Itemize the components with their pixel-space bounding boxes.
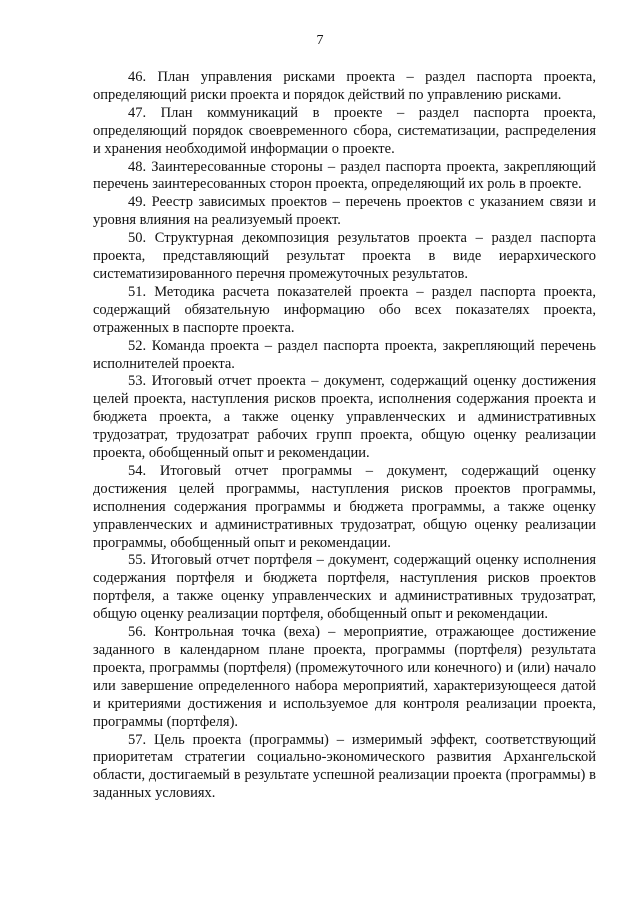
paragraph-47: 47. План коммуникаций в проекте – раздел паспорта проекта, определяющий порядок своевременного сбора, систематизации, распределения и хранения необходимой информации о проекте. [93, 104, 596, 157]
paragraph-49: 49. Реестр зависимых проектов – перечень проектов с указанием связи и уровня влияния на реализуемый проект. [93, 194, 596, 229]
paragraph-48: 48. Заинтересованные стороны – раздел паспорта проекта, закрепляющий перечень заинтересованных сторон проекта, определяющий их роль в проекте. [93, 158, 596, 193]
paragraph-54: 54. Итоговый отчет программы – документ, содержащий оценку достижения целей программы, наступления рисков проектов программы, исполнения содержания программы и бюджета программы, а также оценку управленческих и административных трудозатрат, общую оценку реализации программы, обобщенный опыт и рекомендации. [93, 462, 596, 551]
paragraph-50: 50. Структурная декомпозиция результатов проекта – раздел паспорта проекта, представляющий результат проекта в виде иерархического систематизированного перечня промежуточных результатов. [93, 230, 596, 282]
paragraph-55: 55. Итоговый отчет портфеля – документ, содержащий оценку исполнения содержания портфеля и бюджета портфеля, наступления рисков проектов портфеля, а также оценку управленческих и административных трудозатрат, общую оценку реализации портфеля, обобщенный опыт и рекомендации. [93, 552, 596, 623]
page-number: 7 [316, 33, 324, 48]
paragraph-46: 46. План управления рисками проекта – раздел паспорта проекта, определяющий риски проекта и порядок действий по управлению рисками. [93, 69, 596, 103]
paragraph-51: 51. Методика расчета показателей проекта – раздел паспорта проекта, содержащий обязательную информацию обо всех показателях проекта, отраженных в паспорте проекта. [93, 283, 596, 336]
document-body [93, 69, 596, 803]
paragraph-56: 56. Контрольная точка (веха) – мероприятие, отражающее достижение заданного в календарном плане проекта, программы (портфеля) результата проекта, программы (портфеля) (промежуточного или конечного) и (или) начало или завершение определенного набора мероприятий, характеризующееся датой и критериями достижения и используемое для контроля реализации проекта, программы (портфеля). [93, 624, 596, 730]
paragraph-57: 57. Цель проекта (программы) – измеримый эффект, соответствующий приоритетам стратегии социально-экономического развития Архангельской области, достигаемый в результате успешной реализации проекта (программы) в заданных условиях. [93, 731, 596, 802]
paragraph-52: 52. Команда проекта – раздел паспорта проекта, закрепляющий перечень исполнителей проекта. [93, 337, 596, 372]
paragraph-53: 53. Итоговый отчет проекта – документ, содержащий оценку достижения целей проекта, наступления рисков проекта, исполнения содержания проекта и бюджета проекта, а также оценку управленческих и административных трудозатрат, трудозатрат рабочих групп проекта, общую оценку реализации проекта, обобщенный опыт и рекомендации. [93, 373, 596, 462]
